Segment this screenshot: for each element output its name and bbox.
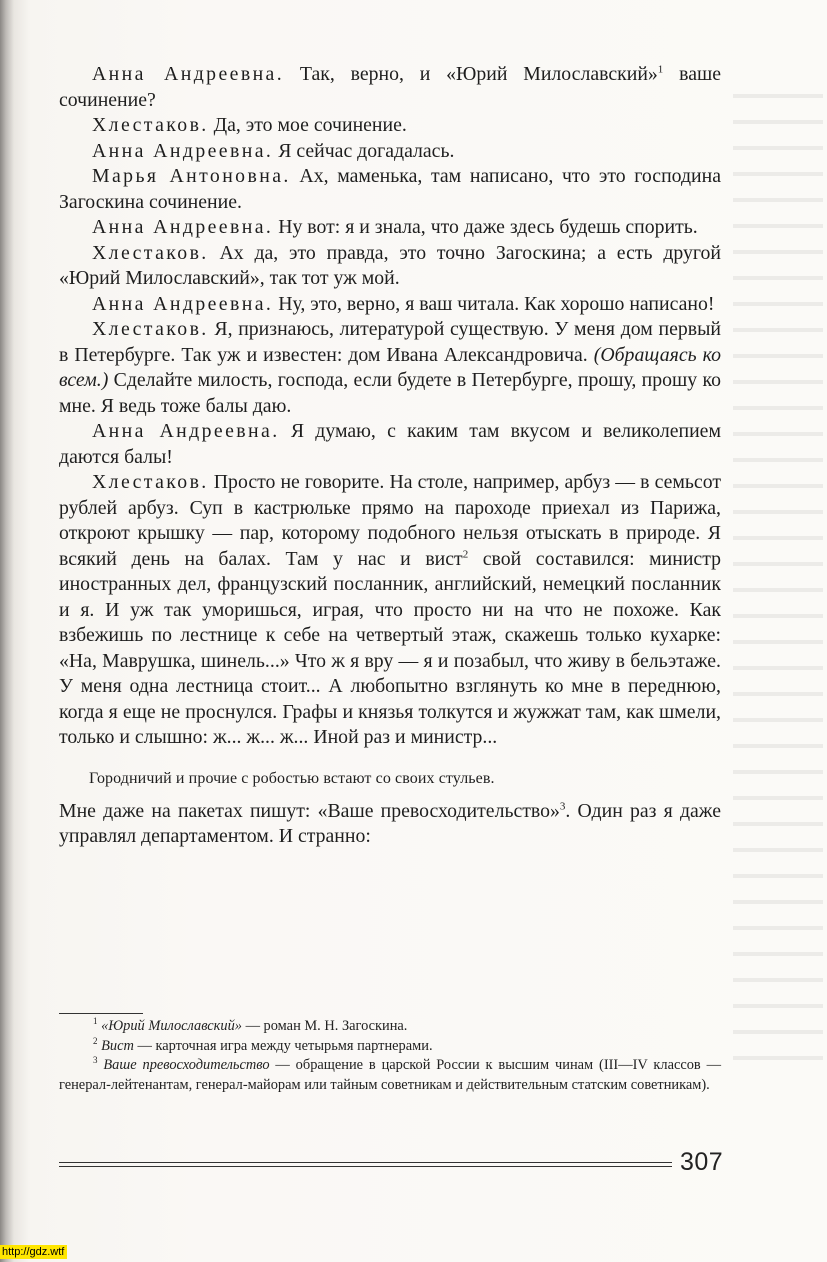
speaker-name: Хлестаков.	[92, 318, 209, 340]
dialogue-paragraph	[59, 215, 721, 241]
speech-text: Я думаю, с каким там вкусом и великолепием даются балы!	[59, 420, 721, 468]
speaker-name: Марья Антоновна.	[92, 165, 291, 187]
play-text	[59, 62, 721, 850]
dialogue-paragraph	[59, 164, 721, 215]
footnote-number: 3	[93, 1055, 98, 1066]
footnote-ref: 2	[462, 547, 469, 560]
page-number: 307	[680, 1148, 724, 1176]
dialogue-paragraph	[59, 419, 721, 470]
speaker-name: Хлестаков.	[92, 471, 209, 493]
speech-text: . Один раз я даже управлял департаментом. И странно:	[59, 799, 721, 847]
footnote-divider	[59, 1013, 143, 1014]
speech-text: Я сейчас догадалась.	[278, 139, 455, 162]
footnote-term: «Юрий Милославский»	[101, 1018, 242, 1034]
speech-text: Ах да, это правда, это точно Загоскина; а есть другой «Юрий Милославский», так тот уж мой.	[59, 241, 722, 289]
speaker-name: Анна Андреевна.	[92, 216, 274, 238]
speaker-name: Анна Андреевна.	[92, 139, 274, 162]
footnote-ref: 1	[657, 63, 664, 76]
speaker-name: Анна Андреевна.	[92, 63, 285, 85]
speech-text: Просто не говорите. На столе, например, арбуз — в семьсот рублей арбуз. Суп в кастрюльке прямо на пароходе приехал из Парижа, откроют крышку — пар, которому подобного нельзя отыскать в природе. Я всякий день на балах. Там у нас и вист	[59, 471, 721, 570]
speaker-name: Анна Андреевна.	[92, 420, 280, 442]
speech-text: Мне даже на пакетах пишут: «Ваше превосходительство»	[59, 799, 560, 822]
footnote-text: — роман М. Н. Загоскина.	[241, 1018, 408, 1034]
speaker-name: Хлестаков.	[92, 114, 209, 136]
dialogue-paragraph	[59, 470, 721, 751]
footnotes	[59, 1017, 721, 1095]
stage-remark: (Обращаясь ко всем.)	[59, 343, 721, 391]
footnote-text: — обращение в царской России к высшим чинам (III—IV классов — генерал-лейтенантам, генерал-майорам или тайным советникам и действительным статским советникам).	[59, 1057, 721, 1093]
dialogue-paragraph	[59, 139, 721, 165]
continued-speech	[59, 799, 721, 850]
footnote	[59, 1017, 721, 1037]
dialogue-paragraph	[59, 113, 721, 139]
speech-text: свой составился: министр иностранных дел, французский посланник, английский, немецкий посланник и я. И уж так уморишься, играя, что просто ни на что не похоже. Как взбежишь по лестнице к себе на четвертый этаж, скажешь только кухарке: «На, Маврушка, шинель...» Что ж я вру — я и позабыл, что живу в бельэтаже. У меня одна лестница стоит... А любопытно взглянуть ко мне в переднюю, когда я еще не проснулся. Графы и князья толкутся и жужжат там, как шмели, только и слышно: ж... ж... ж... Иной раз и министр...	[59, 547, 721, 748]
footnote-number: 1	[93, 1016, 98, 1027]
speaker-name: Хлестаков.	[92, 241, 209, 264]
footnote-term: Вист	[101, 1037, 134, 1054]
speech-text: Так, верно, и «Юрий Милославский»	[299, 63, 658, 85]
stage-direction: Городничий и прочие с робостью встают со своих стульев.	[89, 769, 495, 787]
watermark-link[interactable]: http://gdz.wtf	[0, 1245, 67, 1259]
page-footer-rule	[59, 1162, 672, 1167]
dialogue-paragraph	[59, 292, 721, 318]
speech-text: Да, это мое сочинение.	[213, 114, 407, 136]
show-through-shadow	[733, 80, 823, 1080]
footnote-number: 2	[93, 1035, 98, 1046]
speech-text: Ну вот: я и знала, что даже здесь будешь спорить.	[278, 216, 698, 238]
footnote-term: Ваше превосходительство	[103, 1057, 270, 1073]
dialogue-paragraph	[59, 62, 721, 113]
footnote-ref: 3	[559, 799, 566, 812]
speech-text: Я, признаюсь, литературой существую. У меня дом первый в Петербурге. Так уж и известен: дом Ивана Александровича.	[59, 318, 721, 366]
footnote	[59, 1037, 721, 1057]
footnote	[59, 1056, 721, 1095]
speech-text: Ах, маменька, там написано, что это господина Загоскина сочинение.	[59, 165, 722, 213]
dialogue-paragraph	[59, 241, 721, 292]
speech-text: Ну, это, верно, я ваш читала. Как хорошо написано!	[278, 292, 715, 315]
footnote-text: — карточная игра между четырьмя партнерами.	[133, 1037, 433, 1054]
dialogue-paragraph	[59, 317, 721, 419]
speech-text: Сделайте милость, господа, если будете в Петербурге, прошу, прошу ко мне. Я ведь тоже балы даю.	[59, 369, 721, 417]
speech-text: ваше сочинение?	[59, 63, 721, 111]
speaker-name: Анна Андреевна.	[92, 292, 274, 315]
